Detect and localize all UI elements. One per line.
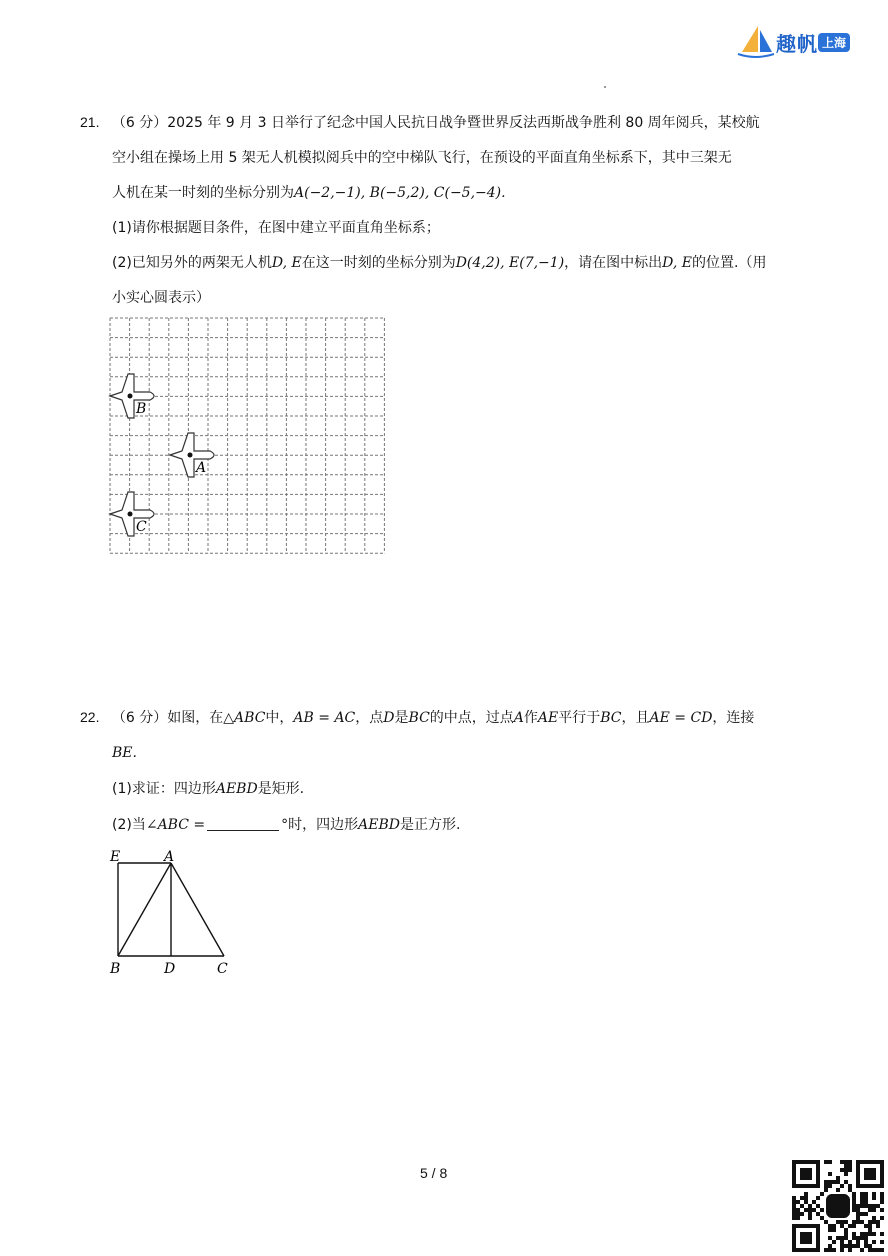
q22-part2-angle: ∠ABC = — [145, 817, 206, 833]
q22-math-abc: ABC — [234, 710, 266, 726]
q21-part2-text-a: (2)已知另外的两架无人机 — [112, 255, 272, 271]
wechat-icon — [826, 1194, 850, 1218]
q21-stem-line1: （6 分）2025 年 9 月 3 日举行了纪念中国人民抗日战争暨世界反法西斯战争胜利 80 周年阅兵，某校航 — [111, 115, 760, 131]
segment-ac — [171, 863, 224, 956]
q21-part2-text-g: 的位置.（用 — [692, 255, 767, 271]
q21-part2-text-c: 在这一时刻的坐标分别为 — [301, 255, 456, 271]
q21-stem-line2: 空小组在操场上用 5 架无人机模拟阅兵中的空中梯队飞行，在预设的平面直角坐标系下，其中三架无 — [112, 150, 732, 166]
label-b: B — [136, 401, 147, 417]
q21-line1 — [80, 112, 760, 133]
plane-a-icon — [170, 433, 214, 477]
q21-part2 — [112, 253, 766, 273]
q22-math-a: A — [513, 710, 524, 726]
page-number: 5 / 8 — [420, 1165, 448, 1181]
logo — [736, 24, 856, 60]
q22-text-i: 的中点，过点 — [429, 710, 514, 726]
sailboat-icon — [736, 24, 776, 60]
q22-part2 — [112, 815, 460, 835]
q22-geometry-figure — [104, 846, 244, 978]
q22-line1 — [80, 707, 754, 728]
q22-math-d: D — [383, 710, 395, 726]
q22-part1-math: AEBD — [215, 781, 258, 797]
segment-ab — [118, 863, 171, 956]
label-a: A — [196, 460, 207, 476]
q22-part1-text-a: (1)求证：四边形 — [112, 781, 216, 797]
label-d: D — [164, 961, 176, 977]
q22-text-q: ，连接 — [712, 710, 755, 726]
q22-part2-text-a: (2)当 — [112, 817, 146, 833]
q22-text-o: ，且 — [621, 710, 650, 726]
q22-math-ae-cd: AE = CD — [649, 710, 713, 726]
q21-part2-line2: 小实心圆表示） — [112, 290, 210, 306]
q22-text-k: 作 — [523, 710, 538, 726]
q22-math-bc: BC — [408, 710, 430, 726]
brand-badge: 上海 — [818, 33, 850, 52]
q22-text-m: 平行于 — [558, 710, 601, 726]
q22-line2: BE. — [112, 745, 137, 761]
label-e: E — [110, 849, 121, 865]
brand-name: 趣帆 — [776, 32, 818, 56]
q21-number: 21. — [80, 114, 100, 130]
plane-c-icon — [110, 492, 154, 536]
q21-part2-math-de: D, E — [271, 255, 302, 271]
q22-part1-text-c: 是矩形. — [257, 781, 305, 797]
label-a: A — [164, 849, 175, 865]
q21-part1: (1)请你根据题目条件，在图中建立平面直角坐标系； — [112, 220, 440, 236]
q22-part2-text-e: 是正方形. — [399, 817, 461, 833]
label-c: C — [217, 961, 228, 977]
q22-part2-math: AEBD — [358, 817, 400, 833]
q22-part2-text-c: °时，四边形 — [281, 817, 359, 833]
plane-b-icon — [110, 374, 154, 418]
stray-dot — [604, 86, 606, 88]
q21-grid-figure — [108, 316, 392, 558]
q21-part2-text-e: ，请在图中标出 — [564, 255, 663, 271]
q21-line3 — [112, 183, 506, 203]
q22-text-c: 中， — [265, 710, 294, 726]
q22-math-bc-2: BC — [600, 710, 622, 726]
q22-text-g: 是 — [394, 710, 409, 726]
q22-math-ab-ac: AB = AC — [293, 710, 356, 726]
q22-text-e: ，点 — [355, 710, 384, 726]
q21-coordinates-de: D(4,2), E(7,−1) — [455, 255, 565, 271]
q21-stem-line3-text: 人机在某一时刻的坐标分别为 — [112, 185, 294, 201]
q21-part2-math-de-2: D, E — [662, 255, 693, 271]
q22-part1 — [112, 779, 304, 799]
label-b: B — [110, 961, 121, 977]
q22-text-a: （6 分）如图，在△ — [111, 710, 235, 726]
label-c: C — [136, 519, 147, 535]
q22-number: 22. — [80, 709, 100, 725]
answer-blank[interactable] — [207, 816, 279, 831]
q21-coordinates-abc: A(−2,−1), B(−5,2), C(−5,−4). — [294, 185, 506, 201]
qr-code-icon — [792, 1160, 884, 1252]
q22-math-ae: AE — [537, 710, 559, 726]
